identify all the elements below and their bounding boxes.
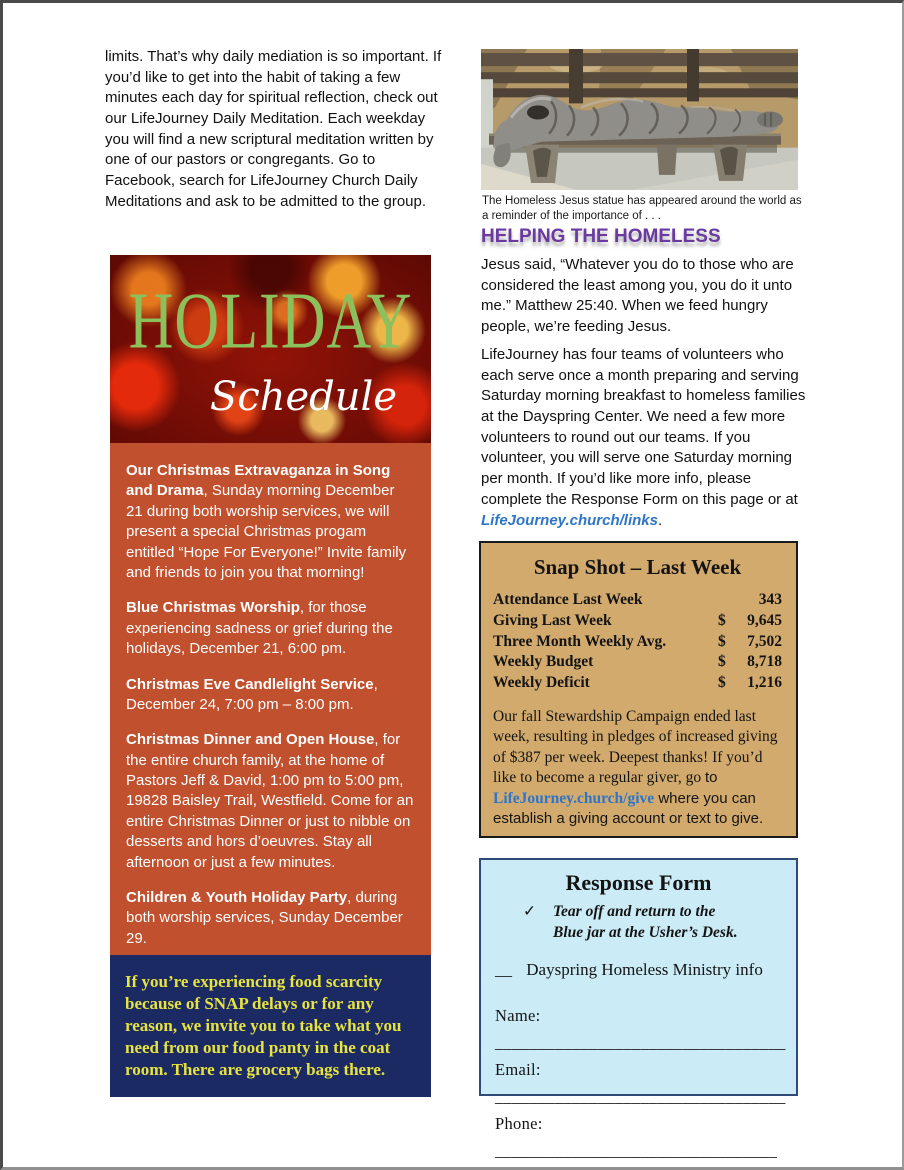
checkbox-blank-line[interactable]: __ xyxy=(495,959,512,979)
event-christmas-dinner xyxy=(126,730,415,873)
lifejourney-links-link[interactable]: LifeJourney.church/links xyxy=(481,511,658,529)
event-youth-party xyxy=(126,888,415,949)
event-details: , December 24, 7:00 pm – 8:00 pm. xyxy=(126,675,378,713)
holiday-banner-subtitle: Schedule xyxy=(209,374,397,420)
event-christmas-extravaganza xyxy=(126,461,415,583)
currency-sign: $ xyxy=(718,632,726,650)
phone-blank-line[interactable]: _________________________________ xyxy=(495,1140,778,1160)
name-blank-line[interactable]: __________________________________ xyxy=(495,1032,786,1052)
event-title: Christmas Dinner and Open House xyxy=(126,731,375,749)
sentence-period: . xyxy=(658,511,663,529)
event-candlelight-service xyxy=(126,675,415,716)
phone-label: Phone: xyxy=(495,1113,543,1133)
phone-field[interactable] xyxy=(495,1110,782,1164)
response-form-title: Response Form xyxy=(565,870,712,895)
currency-sign: $ xyxy=(718,674,726,692)
matthew-quote-paragraph: Jesus said, “Whatever you do to those who are considered the least among you, you do it unto me.” Matthew 25:40. When we feed hungry people, we’re feeding Jesus. xyxy=(481,256,794,336)
meditation-paragraph: limits. That’s why daily mediation is so important. If you’d like to get into the habit of taking a few minutes each day for spiritual reflection, check out our LifeJourney Daily Meditation. Each weekday you will find a new scriptural meditation written by one of our pastors or congregants. Go to Facebook, search for LifeJourney Church Daily Meditations and ask to be admitted to the group. xyxy=(105,48,442,210)
snapshot-box xyxy=(479,541,798,838)
currency-sign: $ xyxy=(718,653,726,671)
volunteers-text: LifeJourney has four teams of volunteers who each serve once a month preparing and serving Saturday morning breakfast to homeless families at the Dayspring Center. We need a few more volunteers to round out our teams. If you volunteer, you will serve one Saturday morning per month. If you’d like more info, please complete the Response Form on this page or at xyxy=(481,346,806,508)
event-title: Blue Christmas Worship xyxy=(126,599,300,617)
name-field[interactable] xyxy=(495,1002,786,1056)
ministry-info-label: Dayspring Homeless Ministry info xyxy=(526,959,763,979)
stat-value: 9,645 xyxy=(747,611,782,629)
stewardship-text-sans: to xyxy=(705,769,718,787)
tear-off-instruction xyxy=(495,902,782,944)
event-details: , during both worship services, Sunday December 29. xyxy=(126,889,403,947)
holiday-events-list xyxy=(110,443,431,980)
homeless-jesus-photo xyxy=(481,49,798,190)
snapshot-row-giving xyxy=(493,611,782,632)
tear-off-line1: Tear off and return to the xyxy=(553,903,716,920)
helping-the-homeless-heading: HELPING THE HOMELESS xyxy=(481,226,721,247)
stat-value: 7,502 xyxy=(747,632,782,650)
event-details: , for the entire church family, at the home of Pastors Jeff & David, 1:00 pm to 5:00 pm, 19828 Baisley Trail, Westfield. Come for an entire Christmas Dinner or just to nibble on desserts and hors d’oeuvres. Stay all afternoon or just a few minutes. xyxy=(126,731,414,871)
event-title: Our Christmas Extravaganza in Song and Drama xyxy=(126,462,391,500)
stewardship-text-serif: Our fall Stewardship Campaign ended last week, resulting in pledges of increased giving of $387 per week. Deepest thanks! If you’d like to become a regular giver, go xyxy=(493,707,778,787)
photo-caption: The Homeless Jesus statue has appeared around the world as a reminder of the importance of . . . xyxy=(482,195,802,223)
snapshot-row-weekly-deficit xyxy=(493,673,782,694)
email-field[interactable] xyxy=(495,1056,786,1110)
ministry-info-option[interactable] xyxy=(495,960,782,980)
food-pantry-notice: If you’re experiencing food scarcity because of SNAP delays or for any reason, we invite you to take what you need from our food panty in the coat room. There are grocery bags there. xyxy=(110,955,431,1097)
snapshot-row-three-month-avg xyxy=(493,632,782,653)
holiday-schedule-banner-image xyxy=(110,255,431,443)
stat-label: Weekly Deficit xyxy=(493,674,590,692)
stat-label: Three Month Weekly Avg. xyxy=(493,632,667,650)
name-label: Name: xyxy=(495,1005,541,1025)
currency-sign xyxy=(718,590,734,611)
event-details: , for those experiencing sadness or grief during the holidays, December 21, 6:00 pm. xyxy=(126,599,393,658)
stat-label: Giving Last Week xyxy=(493,611,612,629)
snapshot-title: Snap Shot – Last Week xyxy=(533,555,742,579)
stat-label: Weekly Budget xyxy=(493,653,594,671)
stat-value: 8,718 xyxy=(747,653,782,671)
volunteers-paragraph xyxy=(481,345,806,531)
response-form-fields xyxy=(495,1002,786,1164)
event-title: Children & Youth Holiday Party xyxy=(126,889,348,907)
tear-off-line2: Blue jar at the Usher’s Desk. xyxy=(553,923,738,941)
stat-value: 1,216 xyxy=(747,674,782,692)
check-icon: ✓ xyxy=(523,903,536,920)
stat-label: Attendance Last Week xyxy=(493,591,643,608)
stat-value: 343 xyxy=(758,591,782,608)
snapshot-row-attendance xyxy=(493,590,782,611)
response-form-box xyxy=(479,858,798,1160)
currency-sign: $ xyxy=(718,611,726,629)
tear-off-text xyxy=(553,902,738,944)
event-title: Christmas Eve Candlelight Service xyxy=(126,675,374,693)
event-blue-christmas xyxy=(126,598,415,659)
stewardship-paragraph xyxy=(493,707,782,830)
email-label: Email: xyxy=(495,1059,541,1079)
snapshot-row-weekly-budget xyxy=(493,652,782,673)
stewardship-text-sans-after: where you can establish a giving account or text to give. xyxy=(493,789,764,828)
event-details: , Sunday morning December 21 during both worship services, we will present a special Christmas progam entitled “Hope For Everyone!” Invite family and friends to join you that morning! xyxy=(126,482,407,581)
email-blank-line[interactable]: __________________________________ xyxy=(495,1086,786,1106)
holiday-schedule-section xyxy=(110,255,431,980)
holiday-banner-title: HOLIDAY xyxy=(128,277,413,366)
lifejourney-give-link[interactable]: LifeJourney.church/give xyxy=(493,789,655,807)
